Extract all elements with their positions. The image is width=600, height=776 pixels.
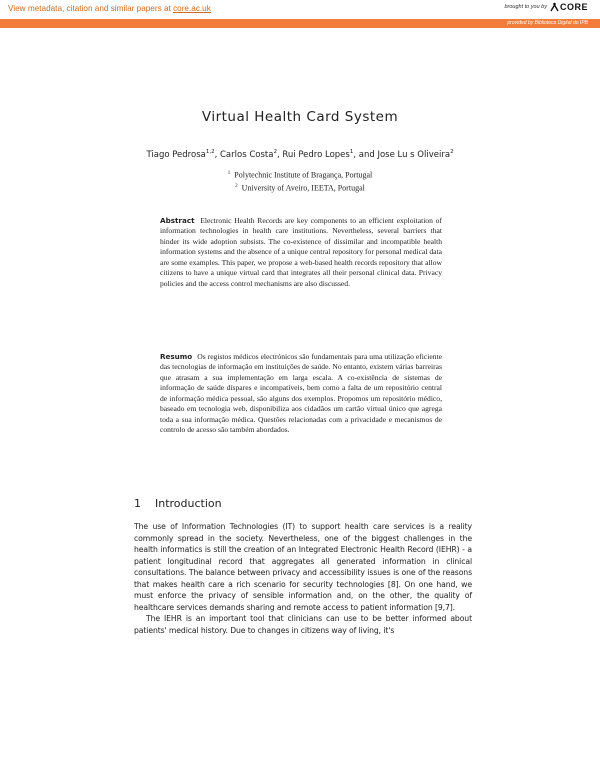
section-body [134,521,472,636]
core-banner [0,0,600,28]
metadata-link-prefix: View metadata, citation and similar papers at [8,4,174,13]
author-name: Jose Lu s Oliveira [377,149,451,160]
abstract-label: Abstract [160,216,195,225]
affiliation-marker: 2 [235,183,238,189]
affiliation-list [0,168,600,193]
affiliation-text: Polytechnic Institute of Bragança, Portugal [234,170,373,180]
core-logo[interactable] [550,2,588,12]
author-affiliation-marker: 2 [273,149,277,155]
core-logo-icon [550,2,559,12]
affiliation [0,168,600,181]
affiliation-marker: 1 [227,171,231,176]
affiliation [0,181,600,194]
author-separator: , and [353,149,378,160]
author-name: Carlos Costa [220,149,274,160]
core-logo-text: CORE [559,2,588,12]
abstract-block [160,216,442,289]
provided-by-text[interactable]: provided by Biblioteca Digital do IPB [507,20,588,26]
author-separator: , [276,149,283,160]
author-list [0,149,600,160]
metadata-link[interactable] [8,4,211,13]
affiliation-text: University of Aveiro, IEETA, Portugal [241,183,365,193]
author-name: Tiago Pedrosa [146,149,206,160]
section-heading [134,497,222,510]
resumo-label: Resumo [160,352,193,361]
core-site-link[interactable]: core.ac.uk [173,4,211,13]
abstract-text: Electronic Health Records are key components to an efficient exploitation of information technologies in health care institutions. Nevertheless, several barriers that hinder its wide adoption subsists. The co-existence of dissimilar and incompatible health information systems and the absence of a unique central repository for personal medical data are some examples. This paper, we propose a web-based health records repository that allow citizens to have a unique virtual card that integrates all their personal clinical data. Privacy policies and the access control mechanisms are also discussed. [160,216,442,288]
body-paragraph: The IEHR is an important tool that clinicians can use to be better informed about patients' medical history. Due to changes in citizens way of living, it's [134,614,472,635]
author-affiliation-marker: 1,2 [205,149,215,155]
resumo-text: Os registos médicos electrónicos são fundamentais para uma utilização eficiente das tecnologias de informação em instituições de saúde. No entanto, existem várias barreiras que atrasam a sua implementação em larga escala. A co-existência de sistemas de informação de saúde díspares e incompatíveis, bem como a falta de um repositório central de informação médica pessoal, são alguns dos exemplos. Propomos um repositório médico, baseado em tecnologia web, disponibiliza aos cidadãos um cartão virtual único que agrega toda a sua informação médica. Questões relacionadas com a privacidade e mecanismos de controlo de acesso são também abordados. [160,352,442,435]
author-affiliation-marker: 1 [349,149,354,155]
brought-by-text: brought to you by [504,4,547,10]
provided-by-bar [0,19,600,28]
author-separator: , [214,149,220,160]
resumo-block [160,352,442,436]
section-title: Introduction [155,497,222,510]
author-affiliation-marker: 2 [450,149,454,155]
brought-to-you-by [504,2,588,12]
author-name: Rui Pedro Lopes [282,149,350,160]
section-number: 1 [134,497,141,510]
body-paragraph: The use of Information Technologies (IT) to support health care services is a reality commonly spread in the society. Nevertheless, one of the biggest challenges in the health informatics is still the creation of an Integrated Electronic Health Record (IEHR) - a patient longitudinal record that aggregates all generated information in clinical consultations. The balance between privacy and accessibility issues is one of the reasons that makes health care a rich scenario for security technologies [8]. On one hand, we must enforce the privacy of sensible information and, on the other, the quality of healthcare services demands sharing and remote access to patient information [9,7]. [134,522,472,612]
paper-title: Virtual Health Card System [201,109,399,125]
